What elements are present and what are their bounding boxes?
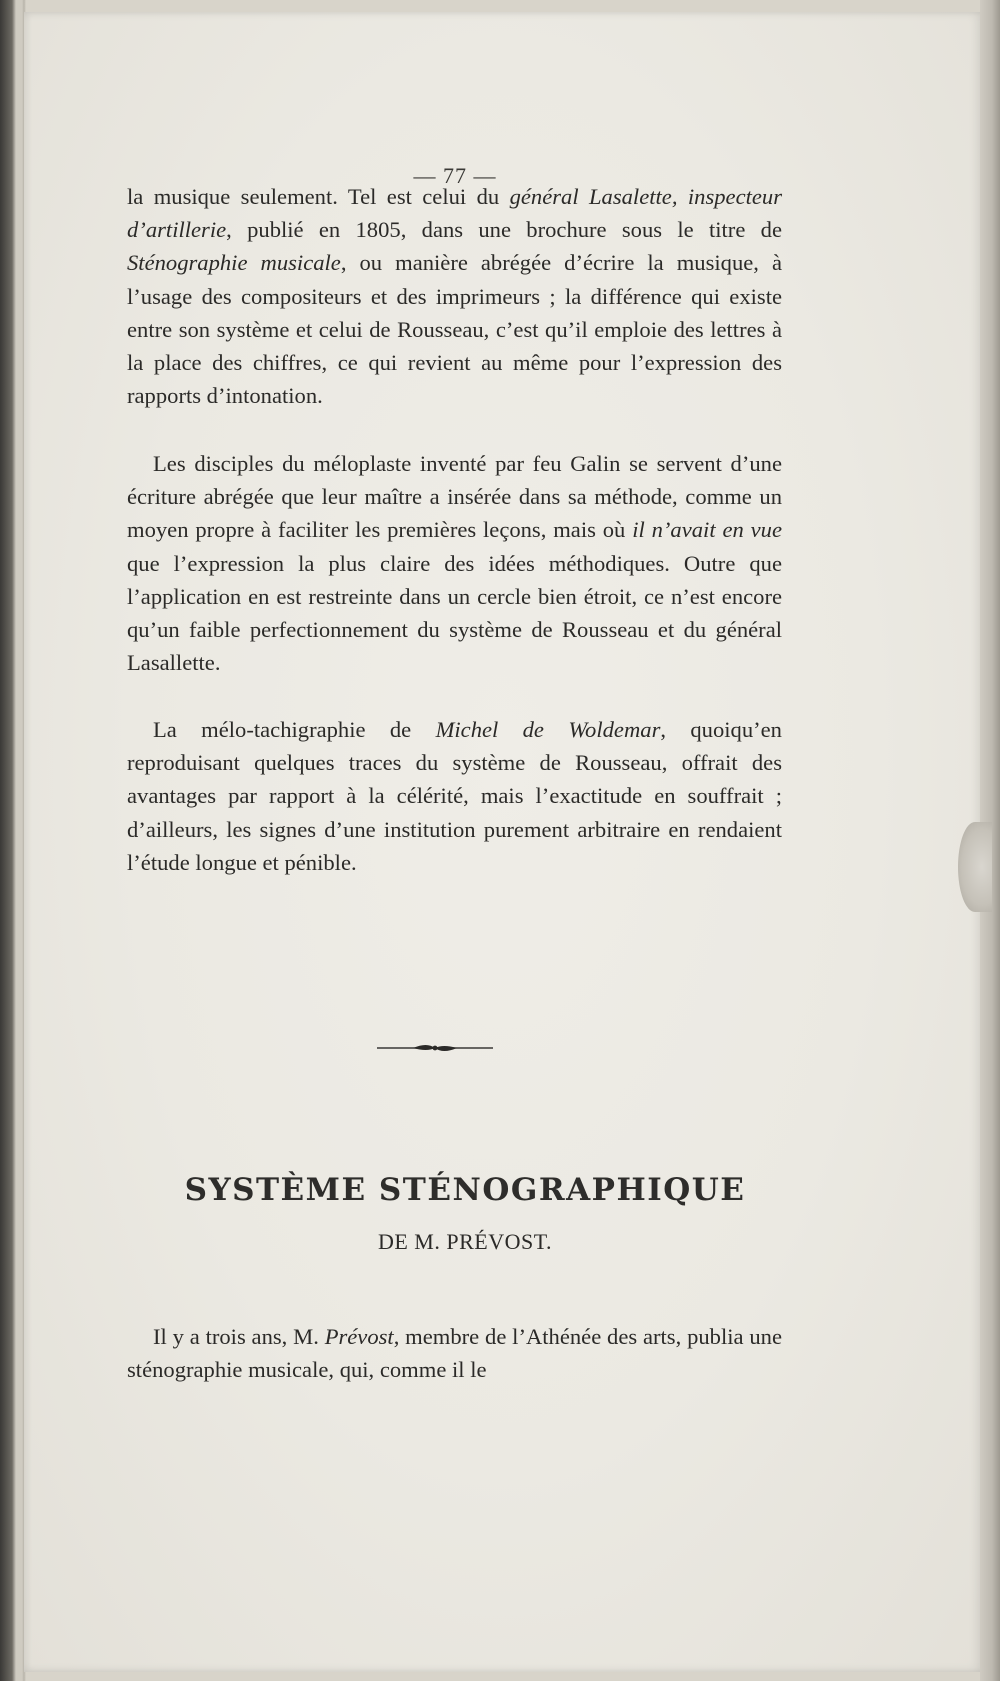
paragraph-3: La mélo-tachigraphie de Michel de Woldemar, quoiqu’en reproduisant quelques traces du système de Rousseau, offrait des avantages par rapport à la célérité, mais l’exactitude en souffrait ; d’ailleurs, les signes d’une institution purement arbitraire en rendaient l’étude longue et pénible. (127, 717, 782, 875)
book-clip (958, 822, 992, 912)
page-number: — 77 — (413, 163, 497, 188)
section-subheading: DE M. PRÉVOST. (377, 1229, 553, 1254)
paragraph-4: Il y a trois ans, M. Prévost, membre de l’Athénée des arts, publia une sténographie musicale, qui, comme il le (127, 1324, 782, 1383)
section-heading: SYSTÈME STÉNOGRAPHIQUE (184, 1172, 746, 1208)
ornament-divider (375, 1041, 495, 1055)
paragraph-2: Les disciples du méloplaste inventé par feu Galin se servent d’une écriture abrégée que leur maître a insérée dans sa méthode, comme un moyen propre à faciliter les premières leçons, mais où il n’avait en vue que l’expression la plus claire des idées méthodiques. Outre que l’application en est restreinte dans un cercle bien étroit, ce n’est encore qu’un faible perfectionnement du système de Rousseau et du général Lasallette. (127, 451, 782, 676)
paragraph-1: la musique seulement. Tel est celui du général Lasalette, inspecteur d’artillerie, publié en 1805, dans une brochure sous le titre de Sténographie musicale, ou manière abrégée d’écrire la musique, à l’usage des compositeurs et des imprimeurs ; la différence qui existe entre son système et celui de Rousseau, c’est qu’il emploie des lettres à la place des chiffres, ce qui revient au même pour l’expression des rapports d’intonation. (127, 184, 782, 409)
